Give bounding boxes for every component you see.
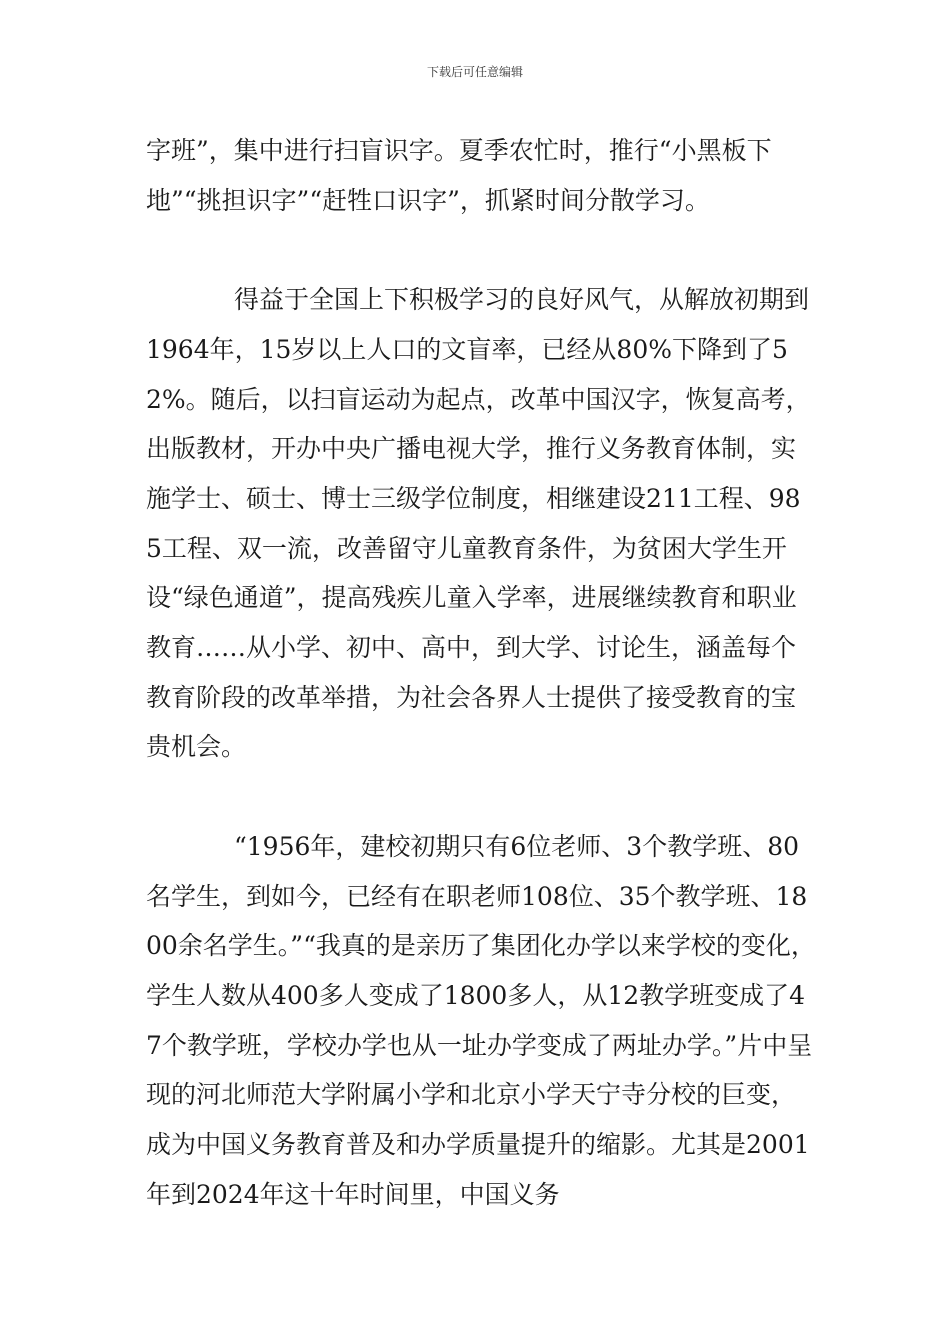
paragraph-spacer — [146, 772, 816, 822]
paragraph-spacer — [146, 225, 816, 275]
paragraph-3: “1956年，建校初期只有6位老师、3个教学班、80名学生，到如今，已经有在职老师108位、35个教学班、1800余名学生。”“我真的是亲历了集团化办学以来学校的变化，学生人数从400多人变成了1800多人，从12教学班变成了47个教学班，学校办学也从一址办学变成了两址办学。”片中呈现的河北师范大学附属小学和北京小学天宁寺分校的巨变，成为中国义务教育普及和办学质量提升的缩影。尤其是2001年到2024年这十年时间里，中国义务 — [146, 831, 816, 1209]
document-body — [146, 126, 816, 1219]
paragraph-2: 得益于全国上下积极学习的良好风气，从解放初期到1964年，15岁以上人口的文盲率，已经从80%下降到了52%。随后，以扫盲运动为起点，改革中国汉字，恢复高考，出版教材，开办中央广播电视大学，推行义务教育体制，实施学士、硕士、博士三级学位制度，相继建设211工程、985工程、双一流，改善留守儿童教育条件，为贫困大学生开设“绿色通道”，提高残疾儿童入学率，进展继续教育和职业教育……从小学、初中、高中，到大学、讨论生，涵盖每个教育阶段的改革举措，为社会各界人士提供了接受教育的宝贵机会。 — [146, 285, 811, 762]
paragraph-1: 字班”，集中进行扫盲识字。夏季农忙时，推行“小黑板下地”“挑担识字”“赶牲口识字”，抓紧时间分散学习。 — [146, 136, 772, 215]
page-header: 下载后可任意编辑 — [426, 65, 523, 79]
